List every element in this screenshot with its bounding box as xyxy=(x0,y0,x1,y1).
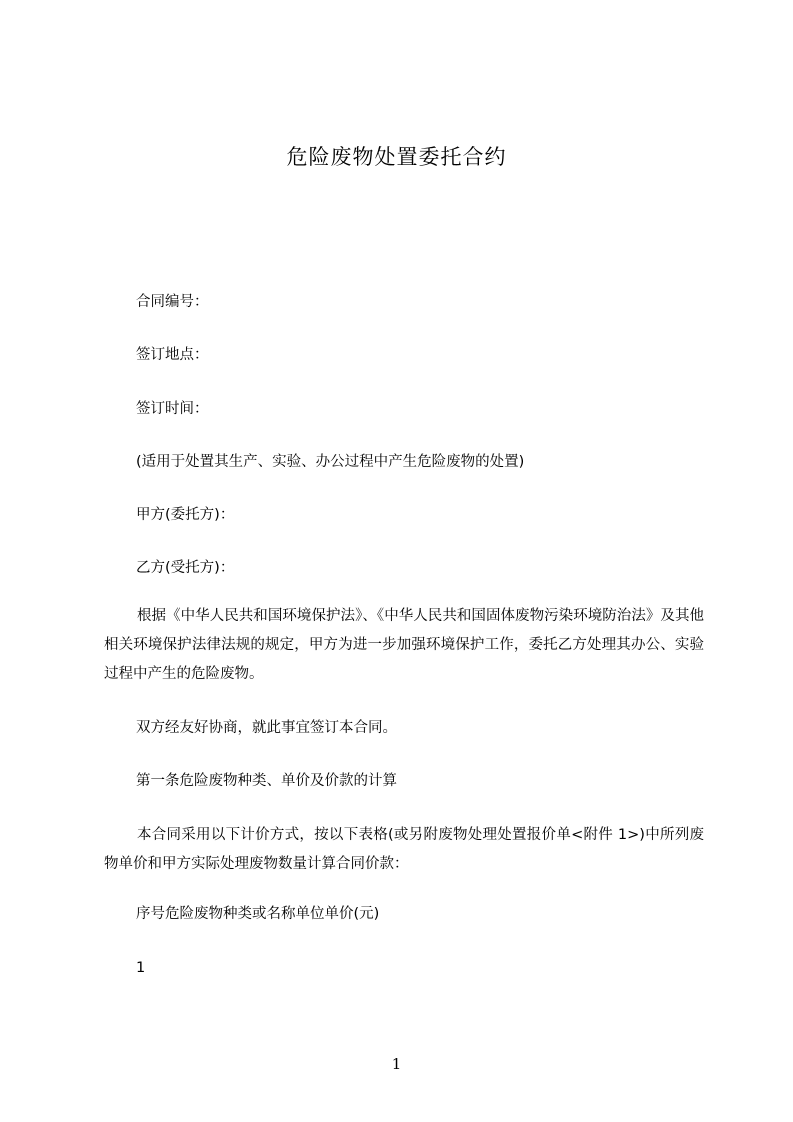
table-header-row: 序号危险废物种类或名称单位单价(元) xyxy=(136,906,380,922)
contract-number-label: 合同编号： xyxy=(136,294,209,310)
signing-place-label: 签订地点： xyxy=(136,347,209,363)
page-number: 1 xyxy=(391,1055,402,1073)
agreement-statement: 双方经友好协商，就此事宜签订本合同。 xyxy=(136,720,397,736)
party-a-label: 甲方(委托方)： xyxy=(136,507,235,523)
applicability-note: (适用于处置其生产、实验、办公过程中产生危险废物的处置) xyxy=(136,454,525,470)
document-title: 危险废物处置委托合约 xyxy=(286,145,507,169)
party-b-label: 乙方(受托方)： xyxy=(136,560,235,576)
article-one-body: 本合同采用以下计价方式，按以下表格(或另附废物处理处置报价单<附件 1>)中所列废物单价和甲方实际处理废物数量计算合同价款： xyxy=(104,827,704,872)
table-row-index: 1 xyxy=(136,960,146,976)
article-one-heading: 第一条危险废物种类、单价及价款的计算 xyxy=(136,773,397,789)
preamble-paragraph: 根据《中华人民共和国环境保护法》、《中华人民共和国固体废物污染环境防治法》及其他相关环境保护法律法规的规定，甲方为进一步加强环境保护工作，委托乙方处理其办公、实验过程中产生的危险废物。 xyxy=(104,608,704,682)
signing-time-label: 签订时间： xyxy=(136,401,209,417)
